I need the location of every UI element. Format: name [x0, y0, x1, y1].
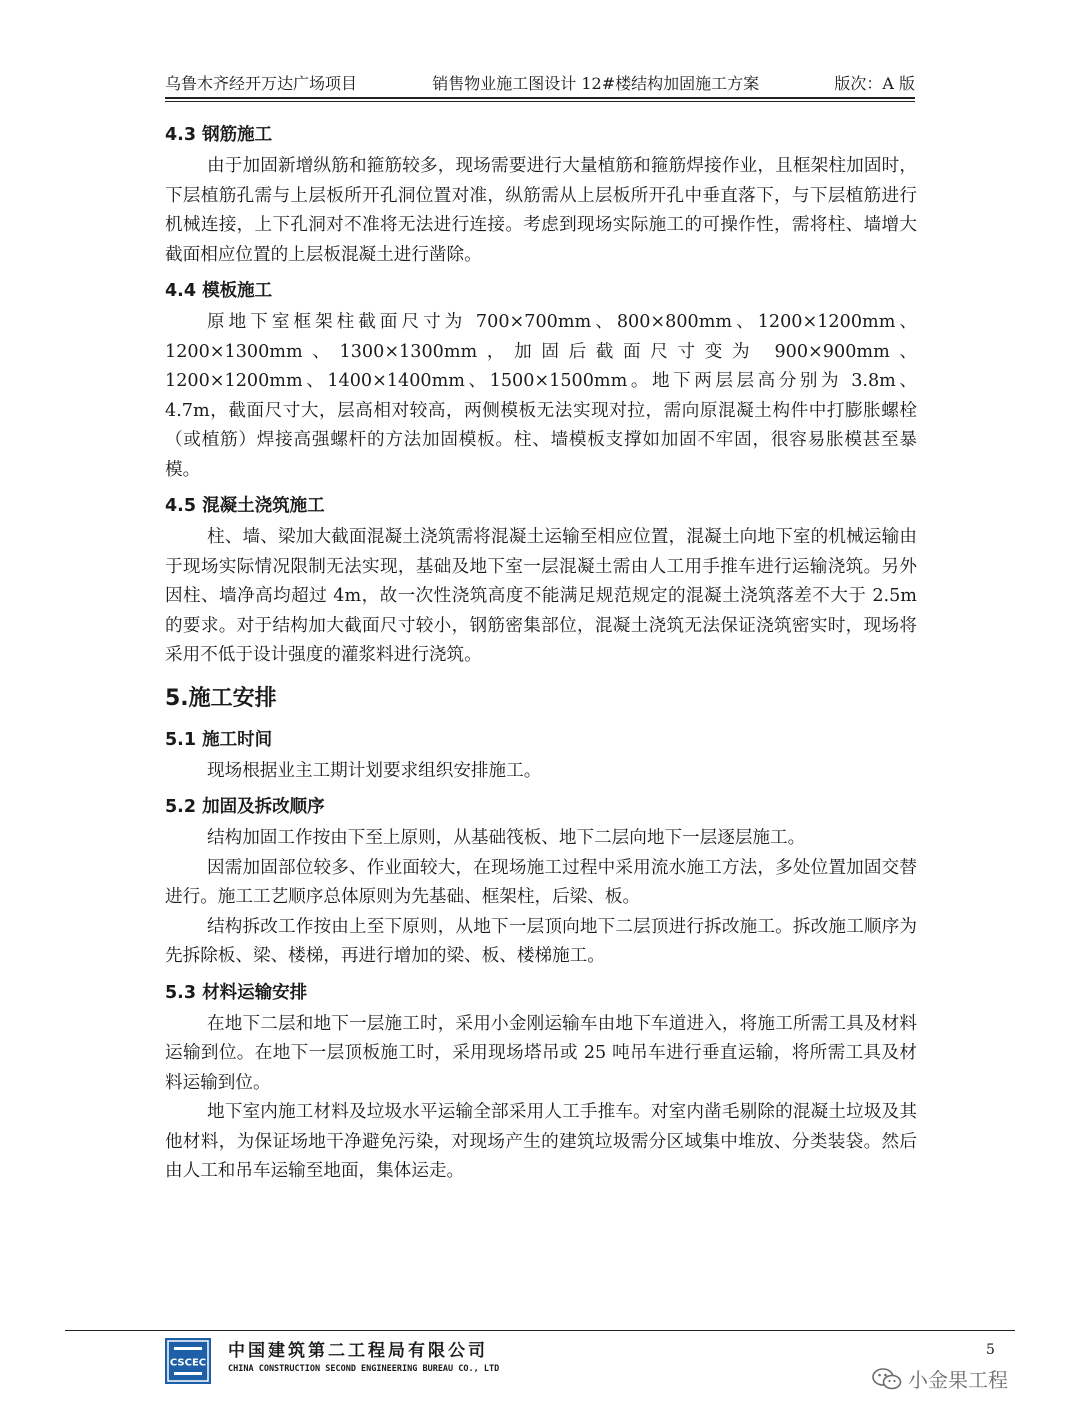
paragraph: 现场根据业主工期计划要求组织安排施工。	[207, 760, 542, 781]
header-rule-thin	[165, 101, 915, 102]
watermark	[872, 1364, 1008, 1393]
header-rule	[165, 97, 915, 99]
paragraph: 柱、墙、梁加大截面混凝土浇筑需将混凝土运输至相应位置，混凝土向地下室的机械运输由于现场实际情况限制无法实现，基础及地下室一层混凝土需由人工用手推车进行运输浇筑。另外因柱、墙净高均超过 4m，故一次性浇筑高度不能满足规范规定的混凝土浇筑落差不大于 2.5m 的要求。对于结构加大截面尺寸较小，钢筋密集部位，混凝土浇筑无法保证浇筑密实时，现场将采用不低于设计强度的灌浆料进行浇筑。	[165, 527, 917, 665]
company-name-cn: 中国建筑第二工程局有限公司	[228, 1341, 488, 1361]
section-heading-5-2: 5.2 加固及拆改顺序	[165, 797, 325, 817]
section-heading-5-1: 5.1 施工时间	[165, 729, 273, 750]
page-number: 5	[986, 1342, 995, 1358]
cscec-logo-icon	[165, 1338, 211, 1384]
header-project: 乌鲁木齐经开万达广场项目	[165, 73, 358, 93]
section-heading-4-4: 4.4 模板施工	[165, 281, 273, 301]
paragraph: 结构加固工作按由下至上原则，从基础筏板、地下二层向地下一层逐层施工。	[207, 828, 806, 848]
header-document-title: 销售物业施工图设计 12#楼结构加固施工方案	[432, 73, 760, 93]
chapter-heading-5: 5.施工安排	[165, 685, 277, 711]
paragraph: 因需加固部位较多、作业面较大，在现场施工过程中采用流水施工方法，多处位置加固交替进行。施工工艺顺序总体原则为先基础、框架柱，后梁、板。	[165, 857, 917, 907]
header-version: 版次：A 版	[834, 73, 915, 93]
paragraph: 地下室内施工材料及垃圾水平运输全部采用人工手推车。对室内凿毛剔除的混凝土垃圾及其他材料，为保证场地干净避免污染，对现场产生的建筑垃圾需分区域集中堆放、分类装袋。然后由人工和吊车运输至地面，集体运走。	[165, 1102, 917, 1181]
company-name-en: CHINA CONSTRUCTION SECOND ENGINEERING BUREAU CO., LTD	[228, 1364, 500, 1374]
footer-rule	[65, 1330, 1015, 1331]
wechat-icon	[872, 1367, 902, 1391]
section-heading-4-3: 4.3 钢筋施工	[165, 125, 273, 145]
paragraph: 在地下二层和地下一层施工时，采用小金刚运输车由地下车道进入，将施工所需工具及材料运输到位。在地下一层顶板施工时，采用现场塔吊或 25 吨吊车进行垂直运输，将所需工具及材料运输到位。	[165, 1013, 917, 1093]
section-heading-5-3: 5.3 材料运输安排	[165, 982, 308, 1003]
document-body	[165, 118, 917, 1191]
section-heading-4-5: 4.5 混凝土浇筑施工	[165, 496, 325, 516]
paragraph: 由于加固新增纵筋和箍筋较多，现场需要进行大量植筋和箍筋焊接作业，且框架柱加固时，下层植筋孔需与上层板所开孔洞位置对准，纵筋需从上层板所开孔中垂直落下，与下层植筋进行机械连接，上下孔洞对不准将无法进行连接。考虑到现场实际施工的可操作性，需将柱、墙增大截面相应位置的上层板混凝土进行凿除。	[165, 156, 917, 265]
watermark-text: 小金果工程	[908, 1368, 1008, 1392]
paragraph: 结构拆改工作按由上至下原则，从地下一层顶向地下二层顶进行拆改施工。拆改施工顺序为先拆除板、梁、楼梯，再进行增加的梁、板、楼梯施工。	[165, 916, 917, 966]
page-header	[165, 70, 915, 94]
logo-lettering: CSCEC	[169, 1357, 207, 1369]
paragraph: 原地下室框架柱截面尺寸为 700×700mm、800×800mm、1200×1200mm、1200×1300mm、1300×1300mm，加固后截面尺寸变为 900×900mm、1200×1200mm、1400×1400mm、1500×1500mm。地下两层层高分别为 3.8m、4.7m，截面尺寸大，层高相对较高，两侧模板无法实现对拉，需向原混凝土构件中打膨胀螺栓（或植筋）焊接高强螺杆的方法加固模板。柱、墙模板支撑如加固不牢固，很容易胀模甚至暴模。	[165, 312, 917, 480]
